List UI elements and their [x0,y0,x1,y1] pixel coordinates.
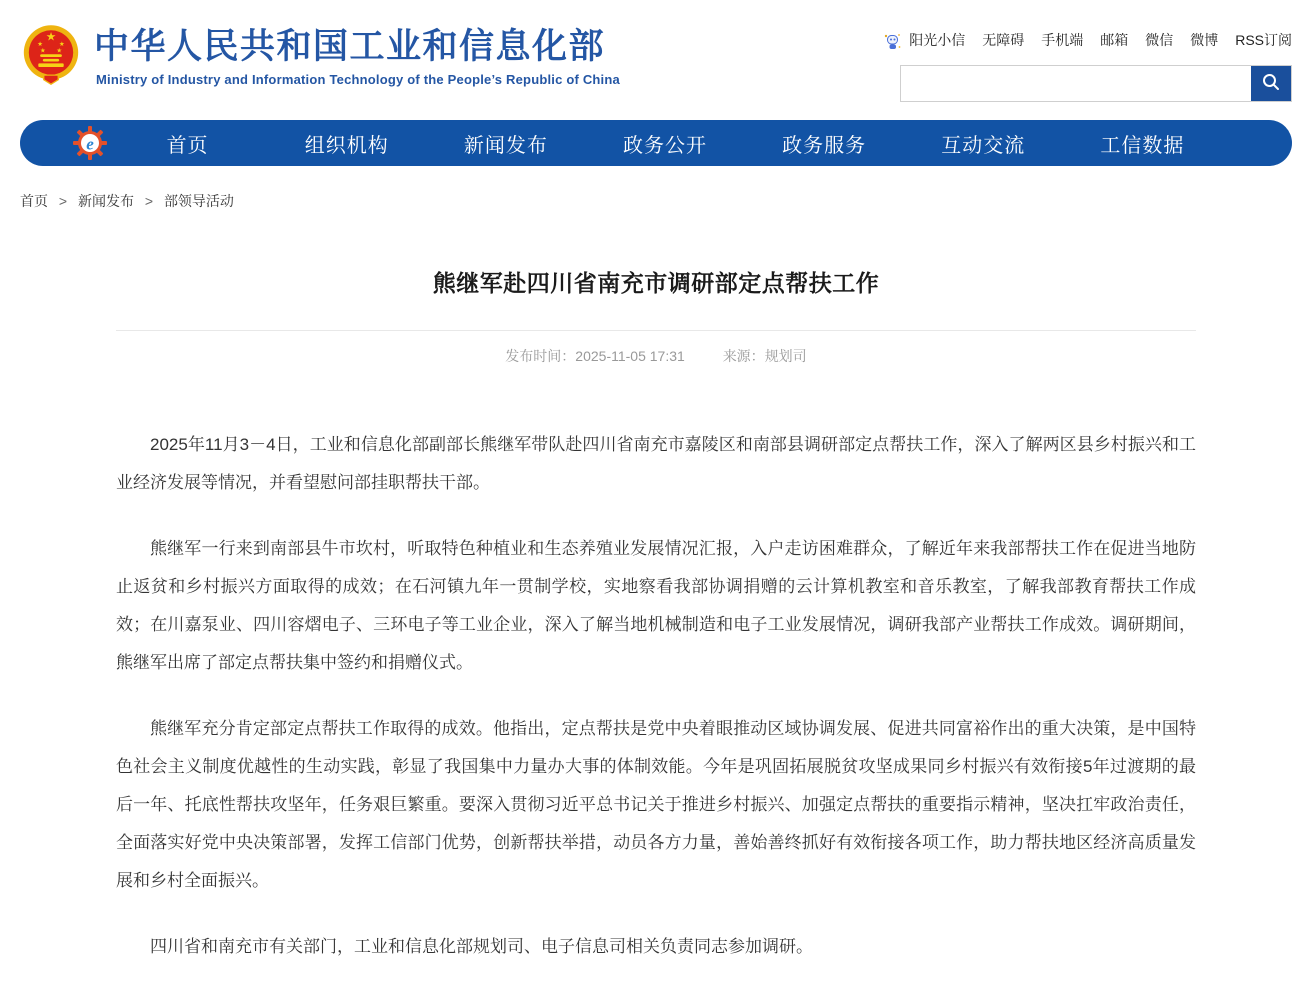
site-title: 中华人民共和国工业和信息化部 [94,27,606,67]
article-title: 熊继军赴四川省南充市调研部定点帮扶工作 [432,270,880,296]
top-link-mobile[interactable]: 手机端 [1041,32,1084,48]
robot-mascot-icon [883,32,902,52]
svg-text:★: ★ [40,47,46,55]
nav-item-organization[interactable]: 组织机构 [304,134,389,157]
gear-e-logo-icon [72,125,108,161]
svg-text:★: ★ [56,47,62,55]
top-link-wechat[interactable]: 微信 [1145,32,1174,48]
search-bar [900,65,1292,102]
nav-item-gov-disclosure[interactable]: 政务公开 [622,134,707,157]
top-link-mail[interactable]: 邮箱 [1100,32,1129,48]
nav-item-home[interactable]: 首页 [166,134,209,157]
svg-text:★: ★ [45,30,57,44]
article-paragraph: 熊继军充分肯定部定点帮扶工作取得的成效。他指出，定点帮扶是党中央着眼推动区域协调发展、促进共同富裕作出的重大决策，是中国特色社会主义制度优越性的生动实践，彰显了我国集中力量办大事的体制效能。今年是巩固拓展脱贫攻坚成果同乡村振兴有效衔接5年过渡期的最后一年、托底性帮扶攻坚年，任务艰巨繁重。要深入贯彻习近平总书记关于推进乡村振兴、加强定点帮扶的重要指示精神，坚决扛牢政治责任，全面落实好党中央决策部署，发挥工信部门优势，创新帮扶举措，动员各方力量，善始善终抓好有效衔接各项工作，助力帮扶地区经济高质量发展和乡村全面振兴。 [116,719,1196,890]
nav-item-miit-data[interactable]: 工信数据 [1100,134,1185,157]
article-meta [116,331,1196,366]
source-label: 来源： [722,348,765,364]
search-icon [1261,72,1281,95]
search-button[interactable] [1251,66,1291,101]
nav-item-gov-services[interactable]: 政务服务 [782,134,867,157]
header-right [900,24,1292,102]
nav-item-interaction[interactable]: 互动交流 [941,134,1026,157]
site-brand [22,24,620,90]
breadcrumb-leader-activities[interactable]: 部领导活动 [163,193,234,209]
top-link-yangguang-xiaoxin[interactable]: 阳光小信 [909,32,966,48]
breadcrumb [0,166,1312,211]
top-links [900,30,1292,50]
site-header [0,0,1312,118]
article-paragraph: 四川省和南充市有关部门，工业和信息化部规划司、电子信息司相关负责同志参加调研。 [150,937,813,956]
svg-text:★: ★ [37,41,43,49]
source-value: 规划司 [764,348,807,364]
article [116,265,1196,966]
svg-text:e: e [86,134,94,154]
site-subtitle: Ministry of Industry and Information Technology of the People’s Republic of China [96,71,620,87]
publish-time-label: 发布时间： [505,348,576,364]
breadcrumb-news[interactable]: 新闻发布 [77,193,134,209]
article-paragraph: 熊继军一行来到南部县牛市坎村，听取特色种植业和生态养殖业发展情况汇报，入户走访困难群众，了解近年来我部帮扶工作在促进当地防止返贫和乡村振兴方面取得的成效；在石河镇九年一贯制学校，实地察看我部协调捐赠的云计算机教室和音乐教室，了解我部教育帮扶工作成效；在川嘉泵业、四川容熠电子、三环电子等工业企业，深入了解当地机械制造和电子工业发展情况，调研我部产业帮扶工作成效。调研期间，熊继军出席了部定点帮扶集中签约和捐赠仪式。 [116,539,1196,672]
breadcrumb-separator: > [144,193,154,209]
national-emblem-icon [22,24,80,90]
search-input[interactable] [901,66,1251,101]
publish-time-value: 2025-11-05 17:31 [575,348,685,364]
breadcrumb-separator: > [58,193,68,209]
nav-item-news[interactable]: 新闻发布 [463,134,548,157]
article-paragraph: 2025年11月3－4日，工业和信息化部副部长熊继军带队赴四川省南充市嘉陵区和南部县调研部定点帮扶工作，深入了解两区县乡村振兴和工业经济发展等情况，并看望慰问部挂职帮扶干部。 [116,435,1196,492]
main-nav [20,120,1292,166]
top-link-accessibility[interactable]: 无障碍 [982,32,1025,48]
top-link-weibo[interactable]: 微博 [1190,32,1219,48]
breadcrumb-home[interactable]: 首页 [20,193,48,209]
svg-text:★: ★ [59,41,65,49]
article-body [116,426,1196,966]
top-link-rss[interactable]: RSS订阅 [1235,32,1292,48]
